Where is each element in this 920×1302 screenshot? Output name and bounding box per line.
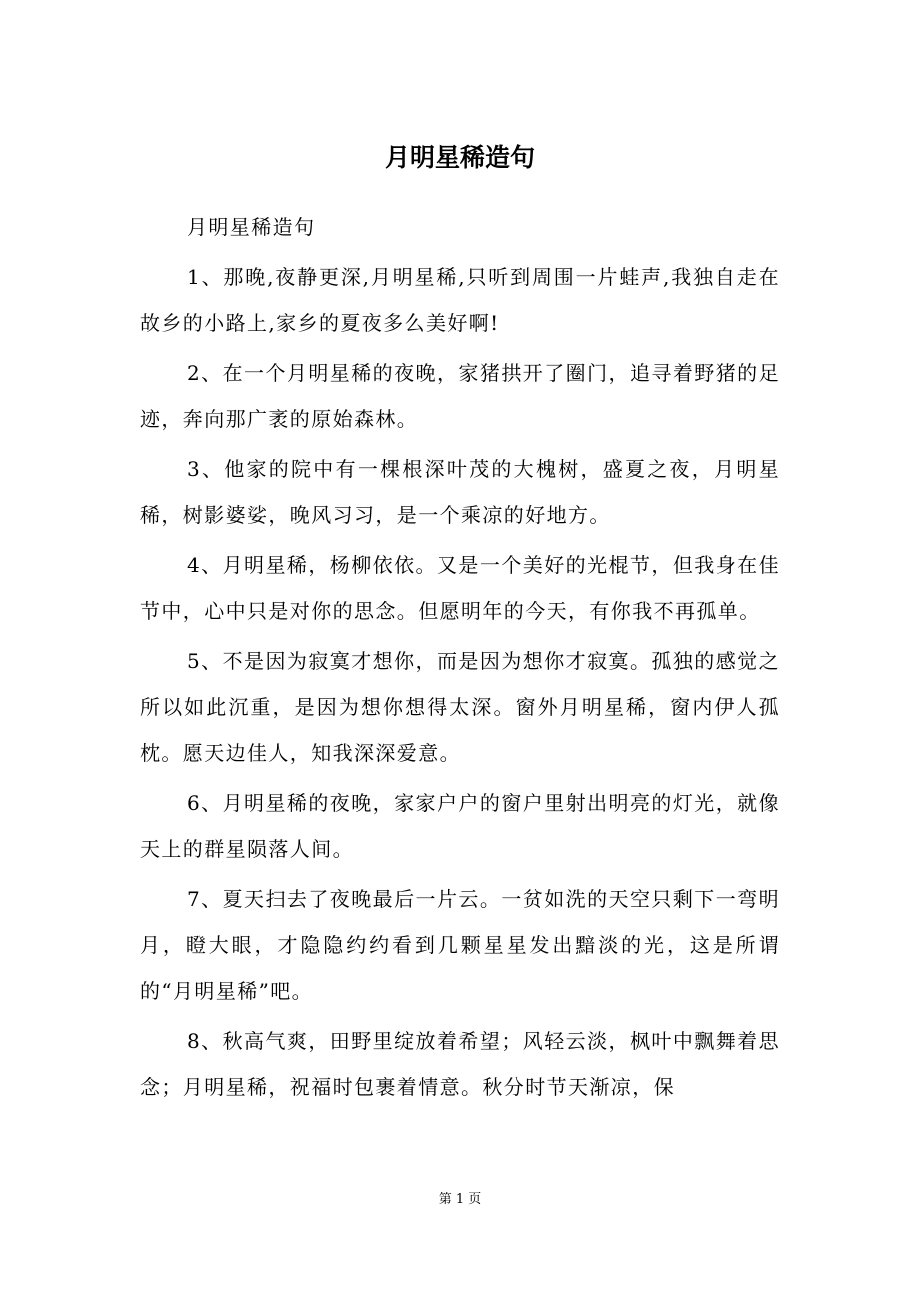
paragraph-sentence-5: 5、不是因为寂寞才想你，而是因为想你才寂寞。孤独的感觉之所以如此沉重，是因为想你想得太深。窗外月明星稀，窗内伊人孤枕。愿天边佳人，知我深深爱意。 <box>140 649 780 765</box>
paragraph-sentence-7: 7、夏天扫去了夜晚最后一片云。一贫如洗的天空只剩下一弯明月，瞪大眼，才隐隐约约看到几颗星星发出黯淡的光，这是所谓的“月明星稀”吧。 <box>140 887 780 1003</box>
page-number: 第 1 页 <box>438 1192 482 1207</box>
paragraph-sentence-2: 2、在一个月明星稀的夜晚，家猪拱开了圈门，追寻着野猪的足迹，奔向那广袤的原始森林。 <box>140 361 780 431</box>
document-body <box>140 204 780 1114</box>
paragraph-sentence-1: 1、那晚,夜静更深,月明星稀,只听到周围一片蛙声,我独自走在故乡的小路上,家乡的夏夜多么美好啊! <box>140 265 780 335</box>
paragraph-sentence-3: 3、他家的院中有一棵根深叶茂的大槐树，盛夏之夜，月明星稀，树影婆娑，晚风习习，是一个乘凉的好地方。 <box>140 457 780 527</box>
paragraph-sentence-8: 8、秋高气爽，田野里绽放着希望；风轻云淡，枫叶中飘舞着思念；月明星稀，祝福时包裹着情意。秋分时节天渐凉，保 <box>140 1029 780 1099</box>
document-title: 月明星稀造句 <box>384 143 535 172</box>
paragraph-sentence-6: 6、月明星稀的夜晚，家家户户的窗户里射出明亮的灯光，就像天上的群星陨落人间。 <box>140 791 780 861</box>
paragraph-sentence-4: 4、月明星稀，杨柳依依。又是一个美好的光棍节，但我身在佳节中，心中只是对你的思念。但愿明年的今天，有你我不再孤单。 <box>140 553 780 623</box>
paragraph-subtitle: 月明星稀造句 <box>187 215 316 239</box>
